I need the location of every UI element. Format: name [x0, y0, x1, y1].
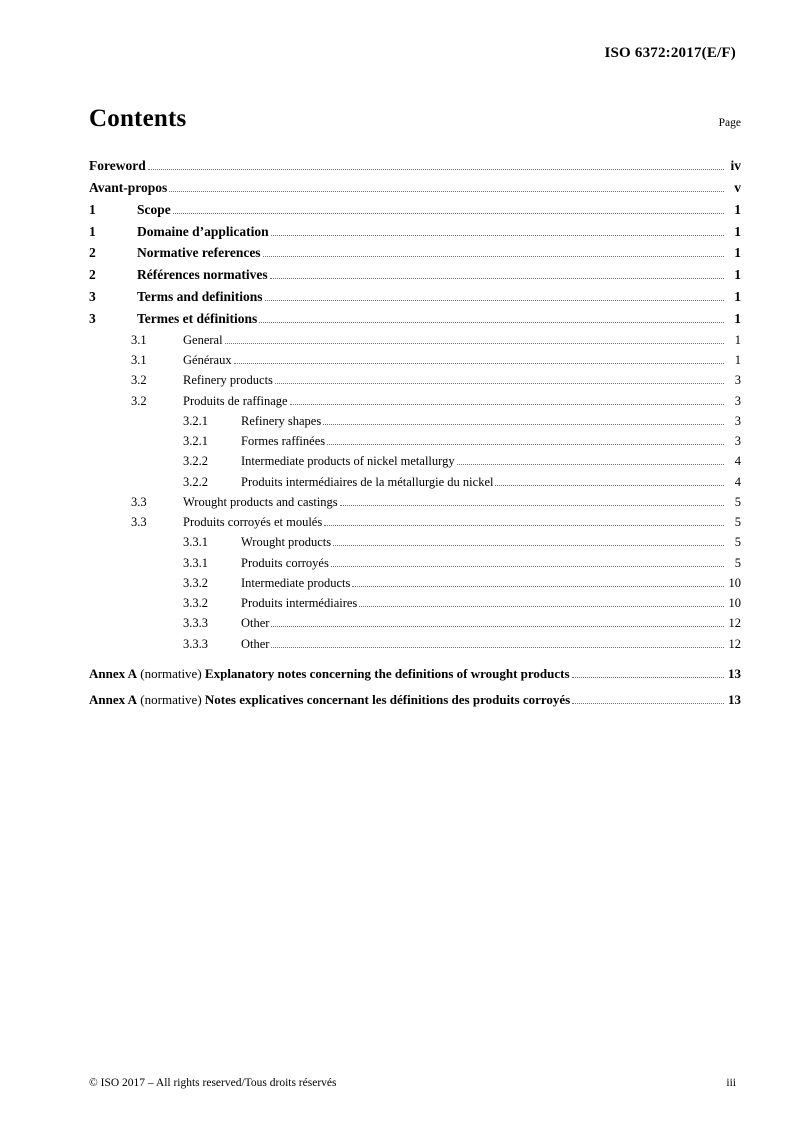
leader-dots: [572, 703, 724, 704]
toc-label: Avant-propos: [89, 179, 168, 195]
toc-entry-produits-corroyes[interactable]: [89, 553, 741, 573]
toc-page: 10: [728, 596, 741, 611]
leader-dots: [331, 566, 724, 567]
leader-dots: [324, 525, 724, 526]
toc-label: Termes et définitions: [137, 311, 258, 327]
toc-entry-scope[interactable]: [89, 199, 741, 221]
toc-page: 5: [734, 494, 741, 509]
toc-page: 3: [734, 434, 741, 449]
contents-section: [89, 105, 741, 710]
toc-page: 3: [734, 393, 741, 408]
toc-number: 1: [89, 201, 96, 217]
toc-page: 1: [734, 223, 741, 239]
leader-dots: [290, 404, 724, 405]
page-number: iii: [726, 1077, 736, 1089]
toc-entry-refinery-shapes[interactable]: [89, 411, 741, 431]
toc-number: 3.3.1: [183, 535, 208, 550]
leader-dots: [169, 191, 724, 192]
toc-page: 1: [734, 353, 741, 368]
toc-label: Foreword: [89, 158, 146, 173]
toc-page: v: [734, 179, 741, 195]
toc-entry-produits-intermediaires[interactable]: [89, 593, 741, 613]
leader-dots: [333, 545, 724, 546]
toc-label: Wrought products: [241, 535, 332, 550]
toc-label: Produits corroyés et moulés: [183, 515, 323, 530]
toc-label: Domaine d’application: [137, 223, 269, 239]
toc-page: iv: [730, 158, 741, 173]
leader-dots: [572, 677, 724, 678]
leader-dots: [359, 606, 724, 607]
toc-number: 3.3: [131, 494, 147, 509]
toc-label: Produits intermédiaires: [241, 596, 358, 611]
toc-label: Formes raffinées: [241, 434, 326, 449]
toc-entry-normative-references[interactable]: [89, 242, 741, 264]
toc-label: Terms and definitions: [137, 289, 263, 305]
copyright-notice: © ISO 2017 – All rights reserved/Tous droits réservés: [89, 1077, 337, 1089]
toc-page: 10: [728, 575, 741, 590]
toc-entry-wrought-products[interactable]: [89, 532, 741, 552]
toc-label: Références normatives: [137, 267, 268, 283]
toc-number: 3.1: [131, 332, 147, 347]
toc-number: 3: [89, 311, 96, 327]
toc-entry-generaux[interactable]: [89, 350, 741, 370]
toc-label: Produits intermédiaires de la métallurgie du nickel: [241, 474, 494, 489]
toc-page: 1: [734, 311, 741, 327]
toc-label: Other: [241, 636, 270, 651]
toc-number: 3.3.3: [183, 616, 208, 631]
toc-label: Wrought products and castings: [183, 494, 338, 509]
toc-number: 2: [89, 245, 96, 261]
toc-entry-wrought-products-castings[interactable]: [89, 492, 741, 512]
leader-dots: [234, 363, 724, 364]
toc-number: 3.3.3: [183, 636, 208, 651]
toc-label: Généraux: [183, 353, 232, 368]
toc-label: Produits de raffinage: [183, 393, 288, 408]
leader-dots: [259, 322, 724, 323]
leader-dots: [173, 213, 724, 214]
toc-number: 3.1: [131, 353, 147, 368]
toc-page: 3: [734, 373, 741, 388]
toc-entry-intermediate-products[interactable]: [89, 573, 741, 593]
toc-number: 3.3.2: [183, 596, 208, 611]
toc-number: 3.2.2: [183, 454, 208, 469]
toc-page: 5: [734, 555, 741, 570]
toc-spacer: [89, 654, 741, 663]
annex-qualifier: (normative): [140, 691, 202, 707]
toc-entry-produits-corroyes-moules[interactable]: [89, 512, 741, 532]
leader-dots: [271, 647, 724, 648]
toc-label: Intermediate products: [241, 575, 351, 590]
page-footer: [89, 1077, 736, 1089]
toc-page: 13: [728, 665, 741, 681]
annex-title: Explanatory notes concerning the definitions of wrought products: [204, 665, 570, 681]
toc-label: Other: [241, 616, 270, 631]
leader-dots: [352, 586, 724, 587]
leader-dots: [495, 485, 724, 486]
toc-entry-other-fr[interactable]: [89, 634, 741, 654]
toc-page: 5: [734, 515, 741, 530]
toc-label: Scope: [137, 201, 171, 217]
leader-dots: [323, 424, 724, 425]
contents-header: [89, 105, 741, 133]
leader-dots: [275, 383, 724, 384]
leader-dots: [225, 343, 724, 344]
toc-page: 1: [734, 267, 741, 283]
leader-dots: [271, 235, 724, 236]
annex-label: Annex A: [89, 691, 138, 707]
toc-page: 1: [734, 245, 741, 261]
annex-label: Annex A: [89, 665, 138, 681]
toc-entry-other-en[interactable]: [89, 613, 741, 633]
toc-number: 3.2: [131, 393, 147, 408]
toc-number: 3.2.2: [183, 474, 208, 489]
toc-label: Refinery products: [183, 373, 273, 388]
toc-page: 1: [734, 289, 741, 305]
toc-entry-references-normatives[interactable]: [89, 264, 741, 286]
toc-number: 3.2: [131, 373, 147, 388]
toc-number: 3: [89, 289, 96, 305]
toc-entry-refinery-products[interactable]: [89, 370, 741, 390]
leader-dots: [148, 169, 724, 170]
toc-label: Refinery shapes: [241, 413, 322, 428]
toc-entry-produits-intermediaires-nickel[interactable]: [89, 472, 741, 492]
toc-number: 1: [89, 223, 96, 239]
toc-page: 4: [734, 454, 741, 469]
toc-label: Normative references: [137, 245, 261, 261]
toc-page: 12: [728, 616, 741, 631]
leader-dots: [265, 300, 724, 301]
toc-number: 3.3.2: [183, 575, 208, 590]
toc-page: 13: [728, 691, 741, 707]
toc-entry-annex-a-fr[interactable]: [89, 689, 741, 710]
toc-entry-general[interactable]: [89, 330, 741, 350]
toc-number: 3.3.1: [183, 555, 208, 570]
page-title: Contents: [89, 105, 187, 132]
annex-qualifier: (normative): [140, 665, 202, 681]
toc-number: 2: [89, 267, 96, 283]
toc-entry-foreword[interactable]: [89, 155, 741, 177]
toc-entry-produits-raffinage[interactable]: [89, 391, 741, 411]
toc-entry-intermediate-products-nickel[interactable]: [89, 451, 741, 471]
toc-entry-annex-a-en[interactable]: [89, 663, 741, 684]
table-of-contents: [89, 155, 741, 710]
toc-entry-termes-definitions[interactable]: [89, 308, 741, 330]
toc-number: 3.2.1: [183, 434, 208, 449]
leader-dots: [327, 444, 724, 445]
toc-page: 3: [734, 413, 741, 428]
annex-title: Notes explicatives concernant les définitions des produits corroyés: [204, 691, 571, 707]
toc-label: General: [183, 332, 223, 347]
leader-dots: [271, 626, 724, 627]
toc-label: Intermediate products of nickel metallurgy: [241, 454, 455, 469]
leader-dots: [270, 278, 724, 279]
standard-reference-header: ISO 6372:2017(E/F): [604, 45, 736, 61]
leader-dots: [340, 505, 724, 506]
toc-page: 1: [734, 201, 741, 217]
toc-entry-domaine-application[interactable]: [89, 221, 741, 243]
toc-page: 4: [734, 474, 741, 489]
toc-entry-formes-raffinees[interactable]: [89, 431, 741, 451]
toc-number: 3.2.1: [183, 413, 208, 428]
toc-page: 12: [728, 636, 741, 651]
toc-page: 1: [734, 332, 741, 347]
toc-entry-avant-propos[interactable]: [89, 177, 741, 199]
toc-number: 3.3: [131, 515, 147, 530]
leader-dots: [263, 256, 724, 257]
toc-label: Produits corroyés: [241, 555, 329, 570]
toc-entry-terms-definitions[interactable]: [89, 286, 741, 308]
leader-dots: [457, 464, 724, 465]
page-column-label: Page: [718, 117, 741, 129]
toc-page: 5: [734, 535, 741, 550]
